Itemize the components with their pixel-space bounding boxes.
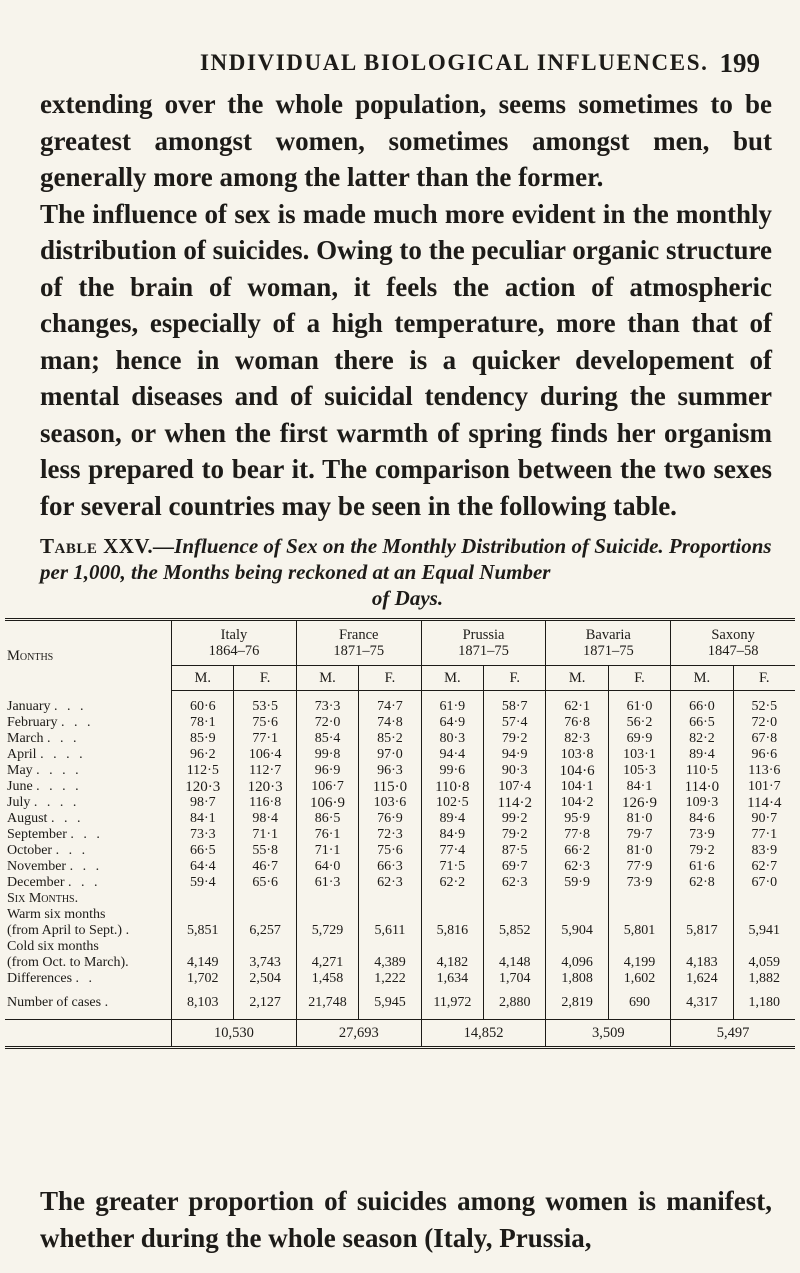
table-cell: 105·3: [608, 763, 670, 779]
row-label: January . . .: [7, 699, 87, 714]
table-cell: 69·7: [484, 859, 546, 875]
table-cell: 120·3: [172, 779, 234, 795]
table-cell: 62·3: [484, 875, 546, 891]
table-cell: 106·4: [234, 747, 296, 763]
row-label: April . . . .: [7, 747, 86, 762]
table-cell: 4,182: [421, 939, 483, 971]
table-cell: 61·0: [608, 699, 670, 715]
table-cell: 115·0: [359, 779, 421, 795]
paragraph-text: The influence of sex is made much more evident in the monthly distribution of suicides. Owing to the peculiar organic structure of the brain of woman, it feels the action of atmospheric changes, especially of a high temperature, more than that of man; hence in woman there is a quicker developement of mental diseases and of suicidal tendency during the summer season, or when the first warmth of spring finds her organism less prepared to bear it. The comparison between the two sexes for several countries may be seen in the following table.: [40, 198, 772, 521]
page-header: [0, 38, 800, 78]
table-cell: 1,634: [421, 971, 483, 987]
country-header: Italy 1864–76: [172, 620, 297, 666]
paragraph-text: extending over the whole population, seems sometimes to be greatest amongst women, sometimes amongst men, but generally more among the latter than the former.: [40, 89, 772, 192]
table-cell: 64·0: [296, 859, 358, 875]
table-cell: 74·8: [359, 715, 421, 731]
table-cell: 62·1: [546, 699, 608, 715]
table-cell: 77·9: [608, 859, 670, 875]
table-cell: 79·7: [608, 827, 670, 843]
table-cell: 73·9: [671, 827, 733, 843]
table-row: [5, 715, 795, 731]
table-number: Table XXV.: [40, 534, 154, 558]
table-cell: 76·8: [546, 715, 608, 731]
table-cell: 71·1: [296, 843, 358, 859]
table-row: [5, 699, 795, 715]
table-cell: 21,748: [296, 995, 358, 1011]
table-cell: 4,148: [484, 939, 546, 971]
table-cell: 99·6: [421, 763, 483, 779]
table-cell: 67·8: [733, 731, 795, 747]
row-label: March . . .: [7, 731, 80, 746]
table-cell: 85·9: [172, 731, 234, 747]
table-cell: 67·0: [733, 875, 795, 891]
row-label: Number of cases .: [7, 995, 112, 1010]
table-cell: 59·4: [172, 875, 234, 891]
table-cell: 66·5: [172, 843, 234, 859]
table-cell: 76·1: [296, 827, 358, 843]
table-cell: 64·9: [421, 715, 483, 731]
table-cell: 98·4: [234, 811, 296, 827]
table-cell: 61·6: [671, 859, 733, 875]
table-row: [5, 795, 795, 811]
table-cell: 77·4: [421, 843, 483, 859]
table-cell: 107·4: [484, 779, 546, 795]
table-row: [5, 843, 795, 859]
table-cell: 58·7: [484, 699, 546, 715]
table-cell: 109·3: [671, 795, 733, 811]
country-total: 5,497: [671, 1020, 795, 1048]
row-label: December . . .: [7, 875, 101, 890]
table-cell: 4,389: [359, 939, 421, 971]
table-cell: 66·5: [671, 715, 733, 731]
table-cell: 1,222: [359, 971, 421, 987]
table-cell: 1,704: [484, 971, 546, 987]
table-cell: 78·1: [172, 715, 234, 731]
row-label: November . . .: [7, 859, 103, 874]
row-label: Warm six months (from April to Sept.) .: [7, 907, 130, 938]
table-cell: 71·5: [421, 859, 483, 875]
table-cell: 66·3: [359, 859, 421, 875]
table-cell: 61·9: [421, 699, 483, 715]
table-cell: 1,882: [733, 971, 795, 987]
table-cell: 62·2: [421, 875, 483, 891]
table-cell: 46·7: [234, 859, 296, 875]
months-header: Months: [7, 647, 54, 664]
table-cell: 82·2: [671, 731, 733, 747]
table-cell: 2,504: [234, 971, 296, 987]
table-cell: 89·4: [671, 747, 733, 763]
table-cell: 90·3: [484, 763, 546, 779]
table-cell: 120·3: [234, 779, 296, 795]
table-cell: 1,602: [608, 971, 670, 987]
table-cell: 104·6: [546, 763, 608, 779]
table-cell: 1,624: [671, 971, 733, 987]
table-cell: 81·0: [608, 811, 670, 827]
table-cell: 96·3: [359, 763, 421, 779]
table-cell: 5,941: [733, 907, 795, 939]
row-label: Differences . .: [7, 971, 96, 986]
table-cell: 5,729: [296, 907, 358, 939]
table-row: [5, 939, 795, 971]
table-cell: 57·4: [484, 715, 546, 731]
row-label: September . . .: [7, 827, 103, 842]
table-cell: 84·1: [608, 779, 670, 795]
table-cell: 90·7: [733, 811, 795, 827]
table-cell: 66·2: [546, 843, 608, 859]
table-cell: 110·5: [671, 763, 733, 779]
table-cell: 103·8: [546, 747, 608, 763]
male-column-header: M.: [296, 666, 358, 691]
table-cell: 8,103: [172, 995, 234, 1011]
table-cell: 95·9: [546, 811, 608, 827]
row-label: February . . .: [7, 715, 94, 730]
female-column-header: F.: [733, 666, 795, 691]
table-cell: 6,257: [234, 907, 296, 939]
paragraph-text: The greater proportion of suicides among women is manifest, whether during the whole season (Italy, Prussia,: [40, 1186, 772, 1253]
totals-row: [5, 1020, 795, 1048]
page-number: 199: [719, 48, 760, 78]
table-cell: 77·1: [234, 731, 296, 747]
table-cell: 103·6: [359, 795, 421, 811]
table-cell: 104·2: [546, 795, 608, 811]
table-cell: 110·8: [421, 779, 483, 795]
table-cell: 101·7: [733, 779, 795, 795]
table-cell: 86·5: [296, 811, 358, 827]
table-cell: 62·3: [359, 875, 421, 891]
table-cell: 1,702: [172, 971, 234, 987]
table-cell: 2,880: [484, 995, 546, 1011]
table-cell: 69·9: [608, 731, 670, 747]
female-column-header: F.: [234, 666, 296, 691]
table-cell: 5,801: [608, 907, 670, 939]
table-cell: 5,904: [546, 907, 608, 939]
table-cell: 87·5: [484, 843, 546, 859]
table-row: [5, 891, 795, 907]
table-cell: 82·3: [546, 731, 608, 747]
table-cell: 5,852: [484, 907, 546, 939]
spacer-row: [5, 987, 795, 995]
table-cell: 85·4: [296, 731, 358, 747]
table-cell: 116·8: [234, 795, 296, 811]
table-cell: 73·3: [296, 699, 358, 715]
table-cell: 72·0: [733, 715, 795, 731]
table-cell: 62·3: [546, 859, 608, 875]
table-cell: 84·1: [172, 811, 234, 827]
table-cell: 73·9: [608, 875, 670, 891]
table-cell: 76·9: [359, 811, 421, 827]
table-cell: 114·0: [671, 779, 733, 795]
table-cell: 80·3: [421, 731, 483, 747]
table-cell: 61·3: [296, 875, 358, 891]
table-cell: 56·2: [608, 715, 670, 731]
table-cell: 1,808: [546, 971, 608, 987]
table-row: [5, 811, 795, 827]
table-cell: 5,817: [671, 907, 733, 939]
table-cell: 74·7: [359, 699, 421, 715]
table-cell: 4,096: [546, 939, 608, 971]
table-row: [5, 779, 795, 795]
table-cell: 53·5: [234, 699, 296, 715]
row-label: Cold six months (from Oct. to March).: [7, 939, 129, 970]
table-cell: 102·5: [421, 795, 483, 811]
table-cell: 126·9: [608, 795, 670, 811]
table-cell: 85·2: [359, 731, 421, 747]
table-cell: 106·7: [296, 779, 358, 795]
table-cell: 4,271: [296, 939, 358, 971]
table-cell: 4,059: [733, 939, 795, 971]
table-cell: 112·7: [234, 763, 296, 779]
table-cell: 64·4: [172, 859, 234, 875]
table-cell: 55·8: [234, 843, 296, 859]
row-label: May . . . .: [7, 763, 82, 778]
table-cell: 66·0: [671, 699, 733, 715]
table-cell: 75·6: [359, 843, 421, 859]
table-cell: 99·8: [296, 747, 358, 763]
country-total: 3,509: [546, 1020, 671, 1048]
table-cell: 104·1: [546, 779, 608, 795]
table-cell: 94·4: [421, 747, 483, 763]
table-row: [5, 731, 795, 747]
table-cell: 97·0: [359, 747, 421, 763]
table-cell: 60·6: [172, 699, 234, 715]
table-cell: 99·2: [484, 811, 546, 827]
country-total: 14,852: [421, 1020, 546, 1048]
table-cell: 77·8: [546, 827, 608, 843]
table-cell: 5,611: [359, 907, 421, 939]
table-cell: 113·6: [733, 763, 795, 779]
table-cell: 2,819: [546, 995, 608, 1011]
table-cell: 5,851: [172, 907, 234, 939]
table-row: [5, 907, 795, 939]
female-column-header: F.: [608, 666, 670, 691]
table-cell: 79·2: [484, 827, 546, 843]
female-column-header: F.: [359, 666, 421, 691]
table-row: [5, 971, 795, 987]
table-cell: 690: [608, 995, 670, 1011]
table-row: [5, 747, 795, 763]
table-cell: 103·1: [608, 747, 670, 763]
row-label: Six Months.: [7, 891, 79, 906]
country-header: France 1871–75: [296, 620, 421, 666]
table-cell: 73·3: [172, 827, 234, 843]
running-title: INDIVIDUAL BIOLOGICAL INFLUENCES.: [200, 50, 709, 75]
table-cell: 89·4: [421, 811, 483, 827]
table-row: [5, 763, 795, 779]
table-cell: 65·6: [234, 875, 296, 891]
table-row: [5, 859, 795, 875]
table-caption: [40, 533, 775, 611]
table-cell: 4,183: [671, 939, 733, 971]
table-cell: 77·1: [733, 827, 795, 843]
table-cell: 4,199: [608, 939, 670, 971]
table-cell: 59·9: [546, 875, 608, 891]
table-cell: 2,127: [234, 995, 296, 1011]
table-cell: 114·2: [484, 795, 546, 811]
row-label: July . . . .: [7, 795, 80, 810]
country-header: Prussia 1871–75: [421, 620, 546, 666]
table-cell: 81·0: [608, 843, 670, 859]
table-cell: 79·2: [484, 731, 546, 747]
table-cell: 114·4: [733, 795, 795, 811]
country-total: 27,693: [296, 1020, 421, 1048]
female-column-header: F.: [484, 666, 546, 691]
row-label: October . . .: [7, 843, 89, 858]
table-title: —Influence of Sex on the Monthly Distribution of Suicide. Proportions per 1,000, the Months being reckoned at an Equal Number: [40, 534, 772, 584]
body-paragraph-1: [40, 86, 772, 524]
table-cell: 98·7: [172, 795, 234, 811]
table-row: [5, 875, 795, 891]
table-cell: 94·9: [484, 747, 546, 763]
table-cell: 84·9: [421, 827, 483, 843]
table-cell: 11,972: [421, 995, 483, 1011]
table-cell: 5,945: [359, 995, 421, 1011]
table-cell: 79·2: [671, 843, 733, 859]
spacer-row: [5, 1011, 795, 1020]
table-cell: 62·7: [733, 859, 795, 875]
table-cell: 96·6: [733, 747, 795, 763]
row-label: August . . .: [7, 811, 84, 826]
table-cell: 84·6: [671, 811, 733, 827]
table-cell: 96·2: [172, 747, 234, 763]
table-cell: 62·8: [671, 875, 733, 891]
table-cell: 112·5: [172, 763, 234, 779]
table-row: [5, 995, 795, 1011]
table-cell: 72·3: [359, 827, 421, 843]
body-paragraph-2: [40, 1183, 772, 1256]
suicide-table: [5, 618, 795, 1049]
row-label: June . . . .: [7, 779, 82, 794]
table-title-end: of Days.: [371, 586, 444, 610]
country-header: Saxony 1847–58: [671, 620, 795, 666]
spacer-row: [5, 691, 795, 700]
male-column-header: M.: [172, 666, 234, 691]
table-cell: 96·9: [296, 763, 358, 779]
table-cell: 75·6: [234, 715, 296, 731]
table-cell: 72·0: [296, 715, 358, 731]
country-header: Bavaria 1871–75: [546, 620, 671, 666]
country-total: 10,530: [172, 1020, 297, 1048]
table-cell: 52·5: [733, 699, 795, 715]
table-cell: 106·9: [296, 795, 358, 811]
table-cell: 1,458: [296, 971, 358, 987]
male-column-header: M.: [546, 666, 608, 691]
table-cell: 3,743: [234, 939, 296, 971]
male-column-header: M.: [671, 666, 733, 691]
table-row: [5, 827, 795, 843]
table-cell: 5,816: [421, 907, 483, 939]
male-column-header: M.: [421, 666, 483, 691]
table-cell: 4,317: [671, 995, 733, 1011]
table-cell: 71·1: [234, 827, 296, 843]
table-cell: 83·9: [733, 843, 795, 859]
table-cell: 1,180: [733, 995, 795, 1011]
table-cell: 4,149: [172, 939, 234, 971]
